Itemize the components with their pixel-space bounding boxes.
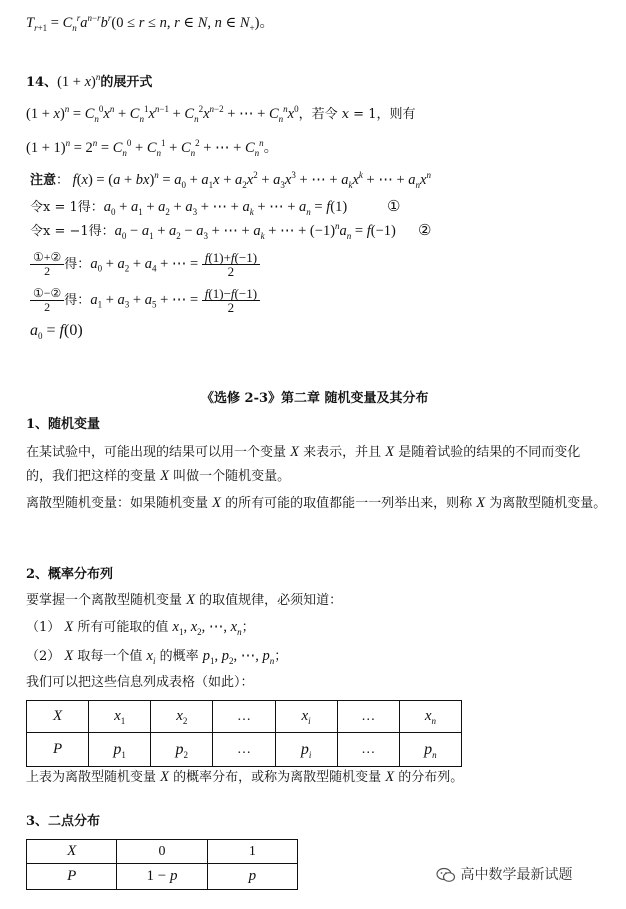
table-cell: … — [213, 701, 275, 733]
table-cell: $p_1$ — [89, 733, 151, 767]
table-cell: P — [27, 733, 89, 767]
table-cell: p — [207, 864, 297, 890]
table-row — [27, 701, 462, 733]
chapter-title: 《选修 2-3》第二章 随机变量及其分布 — [201, 391, 429, 406]
table-cell: $x_2$ — [151, 701, 213, 733]
distribution-explanation: 上表为离散型随机变量 X 的概率分布，或称为离散型随机变量 X 的分布列。 — [26, 769, 464, 785]
table-row — [27, 733, 462, 767]
section-1-para-line2: 的，我们把这样的变量 X 叫做一个随机变量。 — [26, 468, 291, 484]
table-cell: P — [27, 864, 117, 890]
let-x-neg-one: 令x = −1得：$a_0 - a_1 + a_2 - a_3$ + ⋯ + $a_k$ + ⋯ + $(-1)^na_n = f(-1)$ — [30, 221, 396, 241]
table-cell: 1 — [207, 840, 297, 864]
distribution-table — [26, 700, 462, 767]
two-point-table — [26, 839, 298, 890]
table-cell: 1 − p — [117, 864, 207, 890]
table-intro: 我们可以把这些信息列成表格（如此）： — [26, 675, 254, 690]
table-cell: X — [27, 840, 117, 864]
table-cell: $x_i$ — [275, 701, 337, 733]
table-cell: $p_i$ — [275, 733, 337, 767]
section-1-para-line1: 在某试验中，可能出现的结果可以用一个变量 X 来表示，并且 X 是随着试验的结果的不同而变化 — [26, 444, 581, 460]
watermark-text: 高中数学最新试题 — [460, 867, 573, 883]
let-x-one: 令x = 1得：$a_0 + a_1 + a_2 + a_3$ + ⋯ + $a_k$ + ⋯ + $a_n = f(1)$ — [30, 199, 348, 217]
watermark — [436, 864, 572, 884]
section-2-item-2: （2） X 取每一个值 $x_i$ 的概率 $p_1$, $p_2$, ⋯, $p_n$； — [26, 648, 288, 666]
table-cell: … — [213, 733, 275, 767]
table-cell: … — [337, 733, 399, 767]
table-cell: $p_n$ — [399, 733, 461, 767]
note-expansion: 注意： $f(x) = (a + bx)^n = a_0 + a_1x + a_2x^2 + a_3x^3$ + ⋯ + $a_kx^k$ + ⋯ + $a_nx^n$ — [30, 170, 431, 190]
section-3-heading: 3、二点分布 — [26, 814, 101, 829]
section-1-heading: 1、随机变量 — [26, 417, 101, 432]
equation-mark-two: ② — [418, 221, 432, 239]
expansion-heading: 14、$(1 + x)^n$的展开式 — [26, 72, 153, 90]
wechat-icon — [436, 867, 456, 883]
table-row — [27, 864, 298, 890]
table-cell: … — [337, 701, 399, 733]
section-2-item-1: （1） X 所有可能取的值 $x_1$, $x_2$, ⋯, $x_n$； — [26, 619, 255, 637]
table-cell: $x_n$ — [399, 701, 461, 733]
general-term-formula: $T_{r+1} = C_n^ra^{n-r}b^r(0 \le r \le n$, r ∈ N, n ∈ $N_+$)。 — [26, 13, 274, 33]
discrete-definition: 离散型随机变量：如果随机变量 X 的所有可能的取值都能一一列举出来，则称 X 为离散型随机变量。 — [26, 495, 607, 511]
section-2-intro: 要掌握一个离散型随机变量 X 的取值规律，必须知道： — [26, 592, 343, 608]
equation-mark-one: ① — [387, 197, 401, 215]
table-row — [27, 840, 298, 864]
binomial-expansion: $(1 + x)^n = C_n^0x^n + C_n^1x^{n-1} + C_n^2x^{n-2}$ + ⋯ + $C_n^nx^0$，若令 x = 1，则有 — [26, 104, 416, 124]
section-2-heading: 2、概率分布列 — [26, 567, 114, 582]
a0-equals-f0: $a_0 = f(0)$ — [30, 322, 83, 342]
table-cell: $p_2$ — [151, 733, 213, 767]
table-cell: X — [27, 701, 89, 733]
table-cell: $x_1$ — [89, 701, 151, 733]
odd-coefficient-sum: $\frac{\text{①−②}}{2}$ 得：$a_1 + a_3 + a_5$ + ⋯ = $\frac{f(1)-f(-1)}{2}$ — [30, 287, 260, 314]
even-coefficient-sum: $\frac{\text{①+②}}{2}$ 得：$a_0 + a_2 + a_4$ + ⋯ = $\frac{f(1)+f(-1)}{2}$ — [30, 251, 260, 278]
binomial-sum-identity: $(1 + 1)^n = 2^n = C_n^0 + C_n^1 + C_n^2$ + ⋯ + $C_n^n$。 — [26, 138, 279, 158]
table-cell: 0 — [117, 840, 207, 864]
